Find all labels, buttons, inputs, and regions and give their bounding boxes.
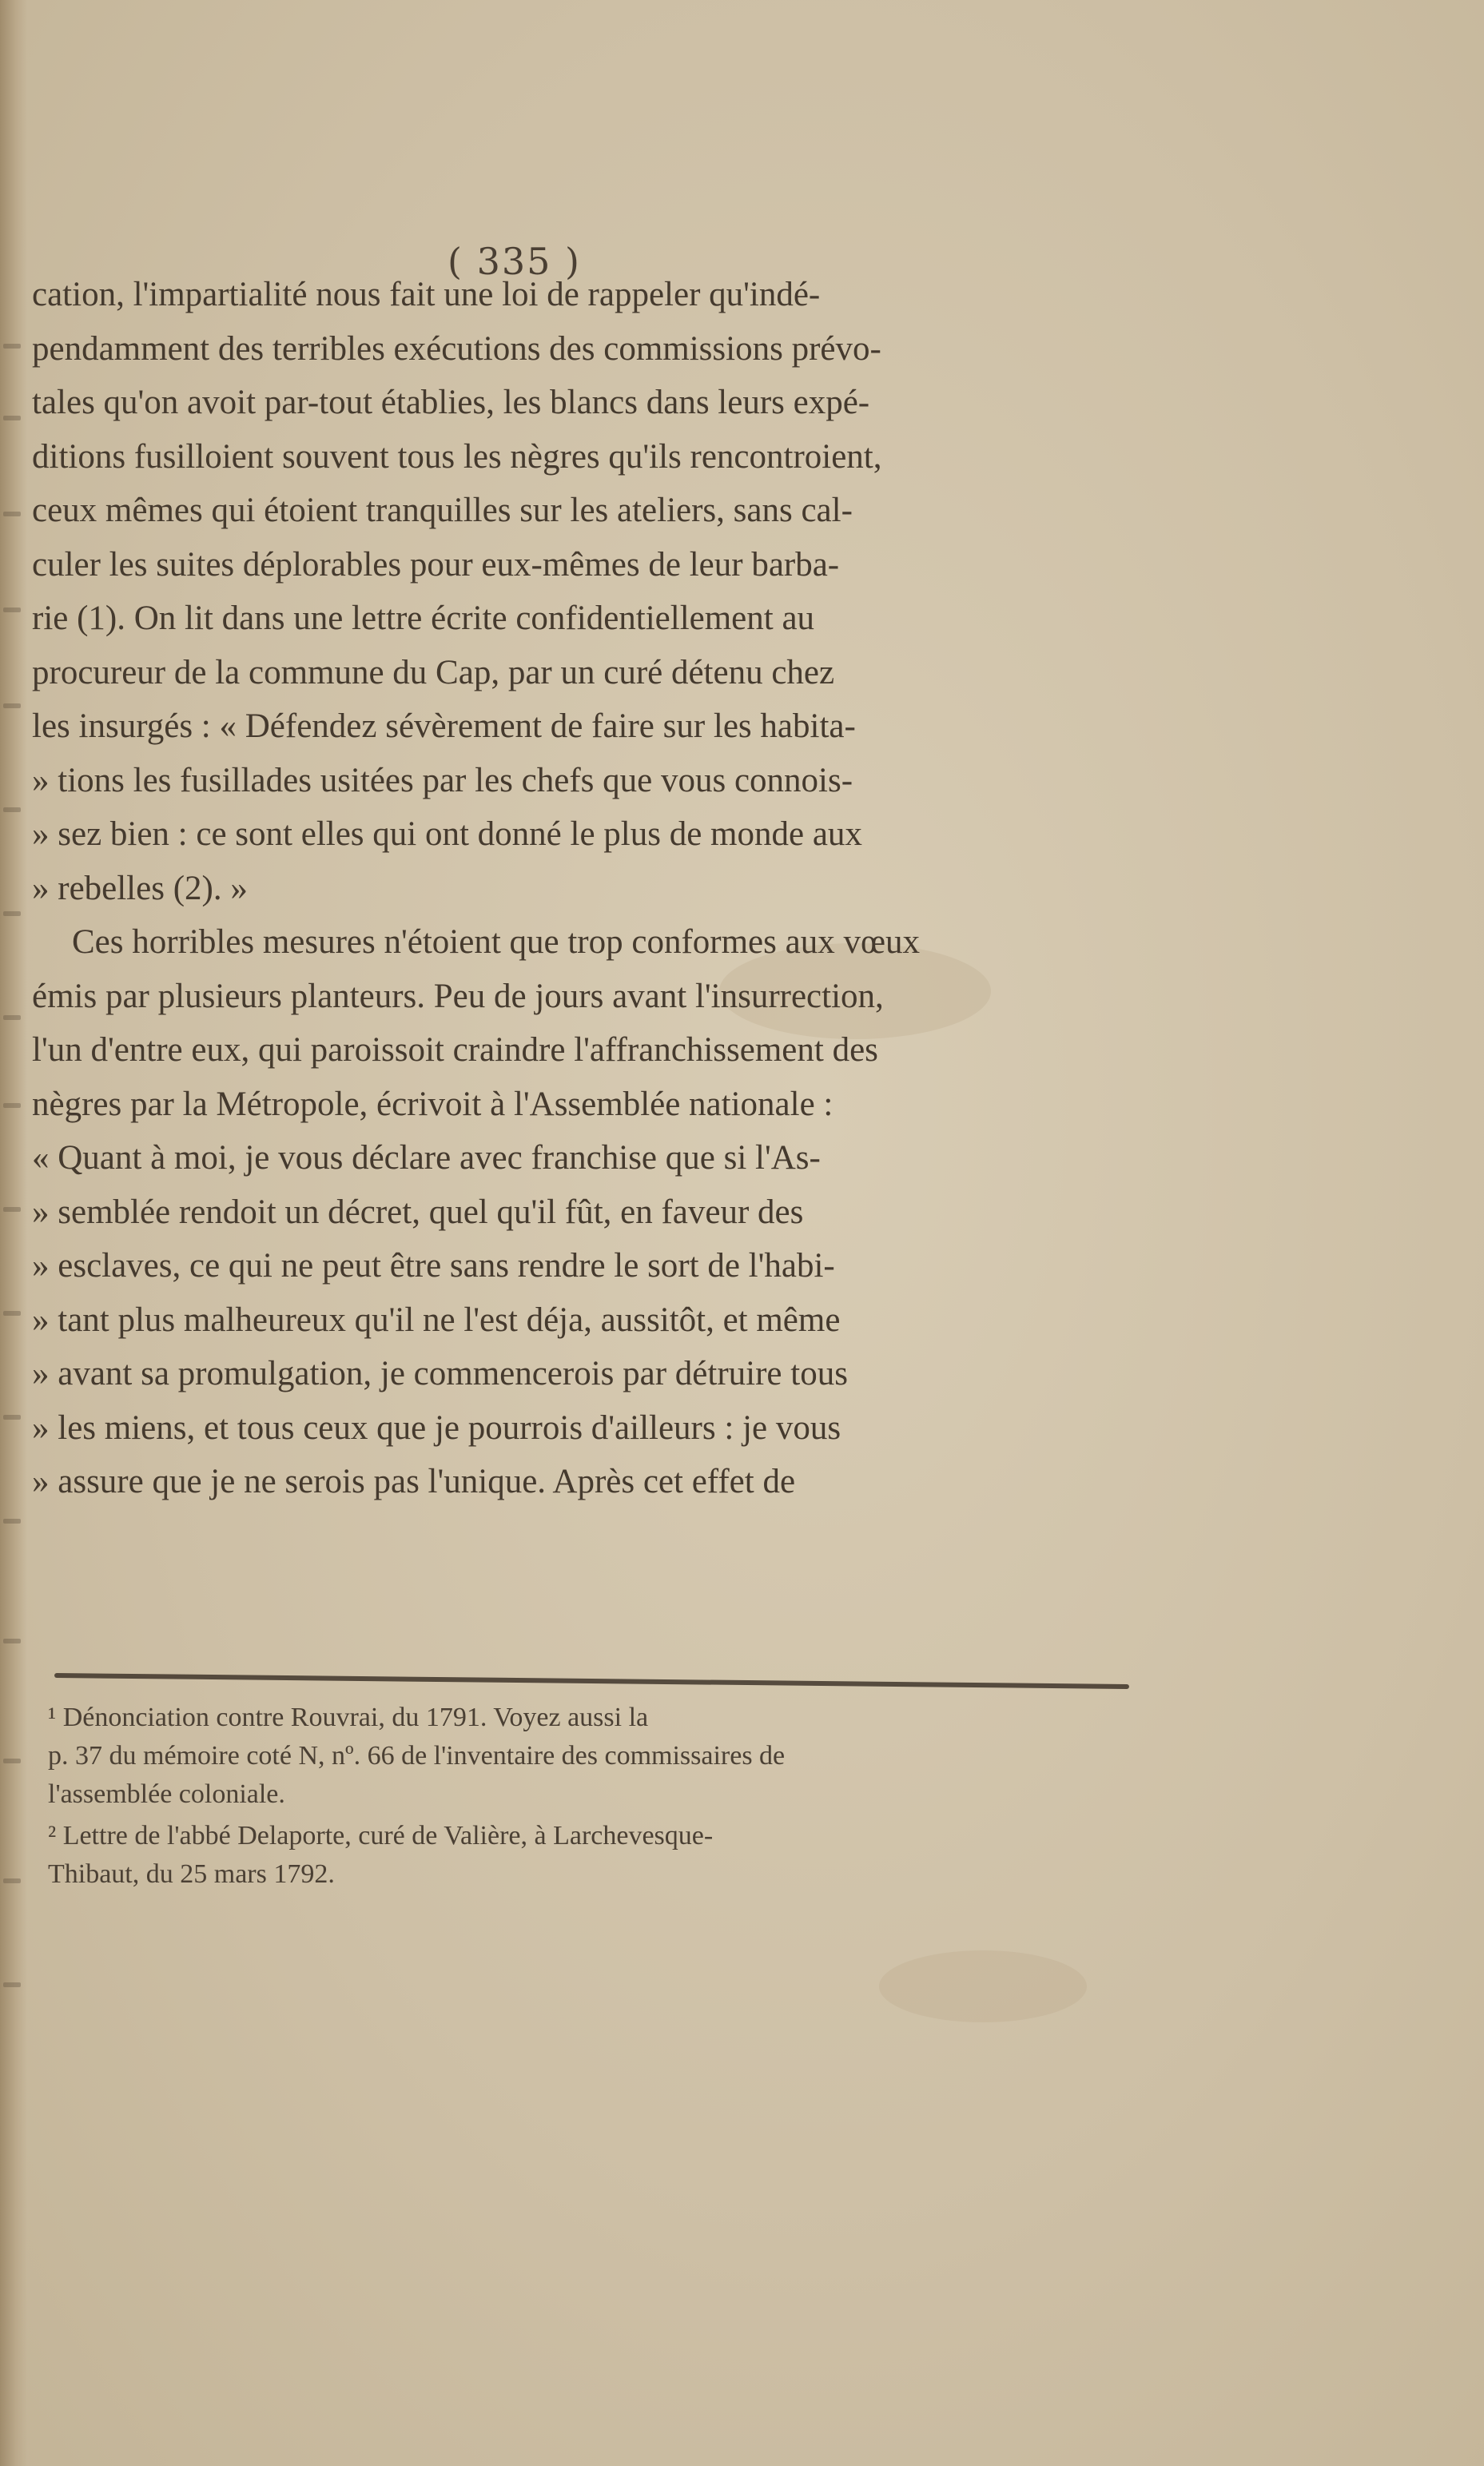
footnote: ¹ Dénonciation contre Rouvrai, du 1791. Voyez aussi la p. 37 du mémoire coté N, nº. 66 de l'inventaire des commissaires de l'assemblée coloniale. xyxy=(48,1703,786,1809)
paper-stain xyxy=(879,1950,1087,2022)
paragraph: cation, l'impartialité nous fait une loi de rappeler qu'indé- pendamment des terribles exécutions des commissions prévo- tales qu'on avoit par-tout établies, les blancs dans leurs expé- ditions fusilloient souvent tous les nègres qu'ils rencontroient, ceux mêmes qui étoient tranquilles sur les ateliers, sans cal- culer les suites déplorables pour eux-mêmes de leur barba- rie (1). On lit dans une lettre écrite confidentiellement au procureur de la commune du Cap, par un curé détenu chez les insurgés : « Défendez sévèrement de faire sur les habita- » tions les fusillades usitées par les chefs que vous connois- » sez bien : ce sont elles qui ont donné le plus de monde aux » rebelles (2). » xyxy=(32,276,882,907)
paragraph: Ces horribles mesures n'étoient que trop conformes aux vœux émis par plusieurs planteurs. Peu de jours avant l'insurrection, l'un d'entre eux, qui paroissoit craindre l'affranchissement des nègres par la Métropole, écrivoit à l'Assemblée nationale : « Quant à moi, je vous déclare avec franchise que si l'As- » semblée rendoit un décret, quel qu'il fût, en faveur des » esclaves, ce qui ne peut être sans rendre le sort de l'habi- » tant plus malheureux qu'il ne l'est déja, aussitôt, et même » avant sa promulgation, je commencerois par détruire tous » les miens, et tous ceux que je pourrois d'ailleurs : je vous » assure que je ne serois pas l'unique. Après cet effet de xyxy=(32,923,920,1500)
footnotes xyxy=(48,1699,1135,1894)
footnote-separator-rule xyxy=(54,1673,1129,1689)
page-number: ( 335 ) xyxy=(448,240,581,283)
previous-page-gutter xyxy=(3,0,26,2466)
footnote: ² Lettre de l'abbé Delaporte, curé de Valière, à Larchevesque- Thibaut, du 25 mars 1792. xyxy=(48,1821,714,1889)
main-text xyxy=(32,268,1135,1509)
